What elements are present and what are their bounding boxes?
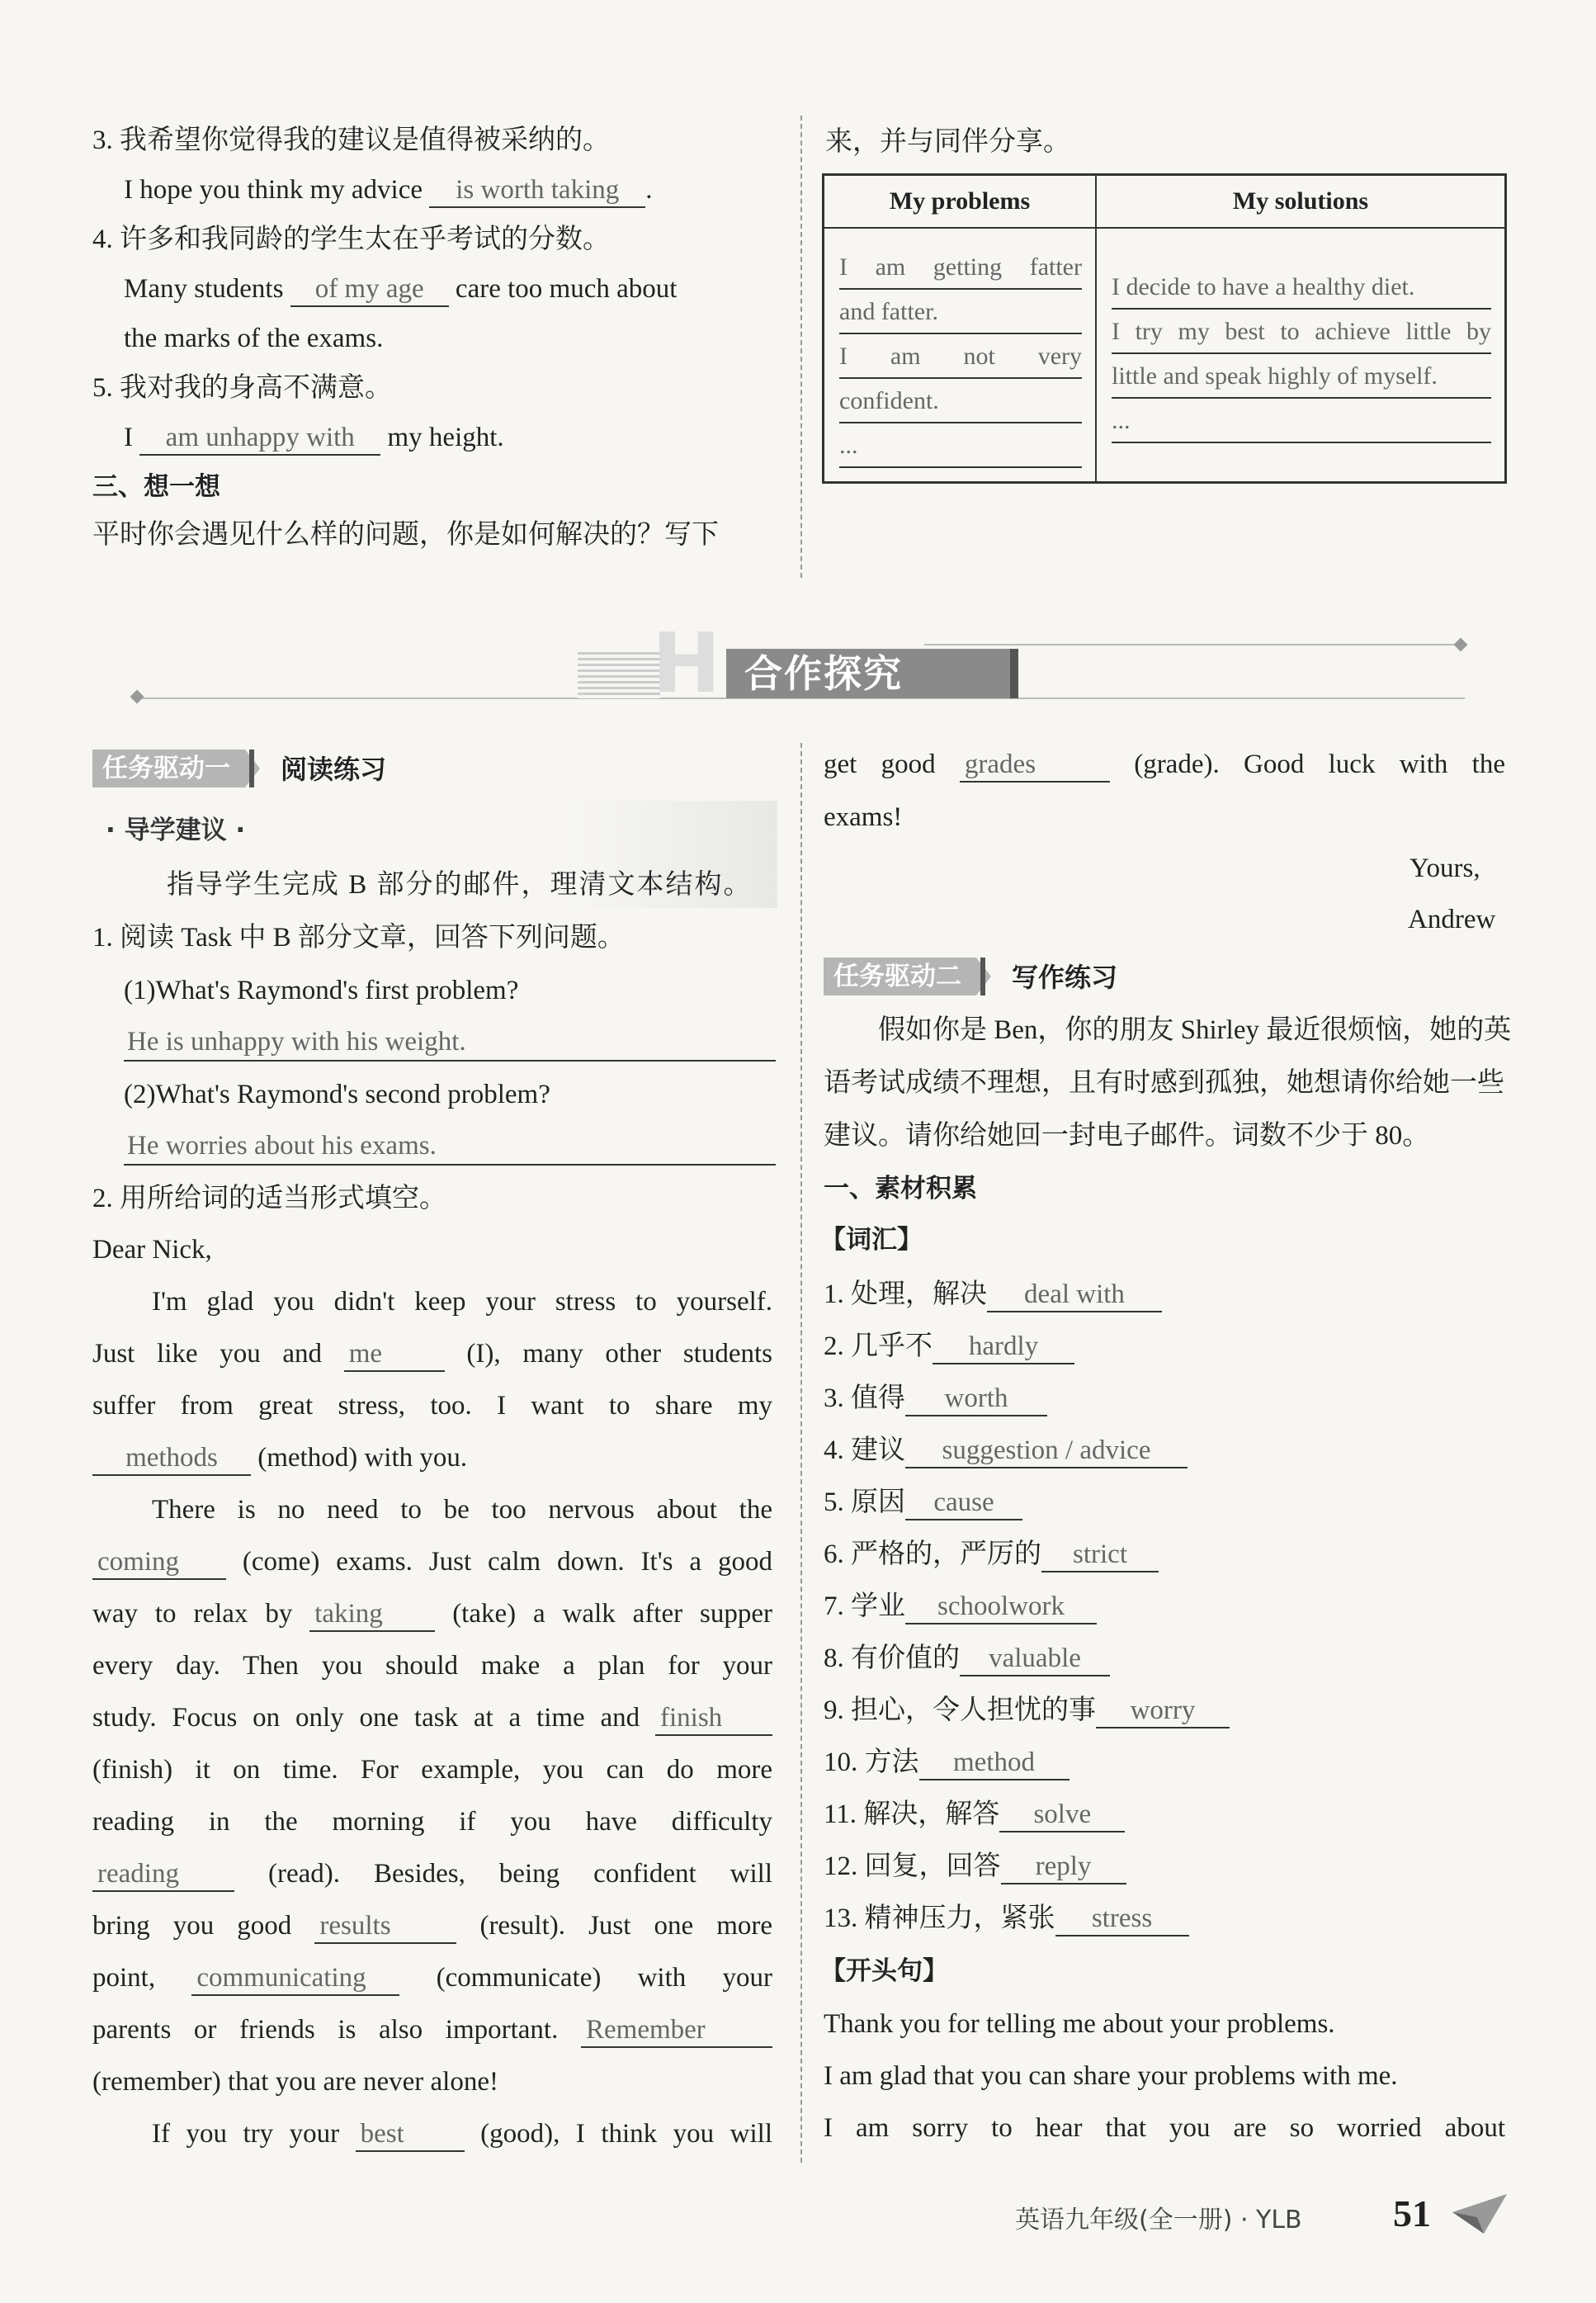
letter-line: study. Focus on only one task at a time and finish xyxy=(92,1700,772,1736)
vocab-answer[interactable]: solve xyxy=(999,1798,1125,1832)
letter-line: every day. Then you should make a plan for your xyxy=(92,1651,772,1681)
q5-chinese: 5. 我对我的身高不满意。 xyxy=(92,373,392,403)
blank-me[interactable]: me xyxy=(344,1337,445,1372)
vocab-answer[interactable]: hardly xyxy=(933,1330,1074,1364)
opening-sentence: Thank you for telling me about your problems. xyxy=(824,2009,1335,2039)
solution-line: I try my best to achieve little by xyxy=(1112,311,1491,354)
letter-line: reading (read). Besides, being confident will xyxy=(92,1856,772,1892)
task1-title: 阅读练习 xyxy=(281,754,387,785)
letter-line: reading in the morning if you have difficulty xyxy=(92,1807,772,1837)
problem-line: I am not very xyxy=(839,336,1082,379)
task2-prompt: 语考试成绩不理想，且有时感到孤独，她想请你给她一些 xyxy=(824,1068,1504,1098)
vocab-item: 10. 方法 method xyxy=(824,1744,1070,1780)
vocab-answer[interactable]: valuable xyxy=(960,1642,1110,1676)
blank-finish[interactable]: finish xyxy=(655,1701,772,1736)
problem-line: ... xyxy=(839,425,1082,468)
blank-remember[interactable]: Remember xyxy=(581,2013,772,2048)
letter-line: (finish) it on time. For example, you can do more xyxy=(92,1755,772,1785)
letter-closing: Yours, xyxy=(1409,854,1480,883)
letter-line: I'm glad you didn't keep your stress to yourself. xyxy=(152,1287,772,1317)
solution-line: I decide to have a healthy diet. xyxy=(1112,267,1491,310)
vocab-item: 5. 原因 cause xyxy=(824,1484,1022,1520)
vocab-item: 7. 学业 schoolwork xyxy=(824,1588,1097,1624)
problems-cell[interactable] xyxy=(824,228,1097,483)
column-divider-bottom xyxy=(800,743,802,2163)
opening-label: 【开头句】 xyxy=(820,1956,948,1986)
vocab-item: 9. 担心，令人担忧的事 worry xyxy=(824,1692,1230,1728)
problem-line: and fatter. xyxy=(839,291,1082,334)
banner-title: 合作探究 xyxy=(744,651,903,696)
section3-title: 三、想一想 xyxy=(92,472,220,502)
letter-line: get good grades (grade). Good luck with the xyxy=(824,746,1505,783)
task1-tag-divider xyxy=(249,750,254,787)
column-divider-top xyxy=(800,116,802,578)
task1-q1-2: (2)What's Raymond's second problem? xyxy=(124,1080,550,1109)
opening-sentence: I am sorry to hear that you are so worried about xyxy=(824,2113,1505,2143)
vocab-answer[interactable]: worth xyxy=(905,1382,1047,1416)
task2-title: 写作练习 xyxy=(1012,962,1118,993)
task2-tag-divider xyxy=(980,958,985,995)
blank-taking[interactable]: taking xyxy=(309,1597,435,1632)
vocab-label: 【词汇】 xyxy=(820,1225,923,1255)
vocab-item: 12. 回复，回答 reply xyxy=(824,1848,1126,1884)
problems-table xyxy=(822,173,1507,484)
section3-text: 平时你会遇见什么样的问题，你是如何解决的？写下 xyxy=(92,520,719,550)
letter-line: bring you good results (result). Just one more xyxy=(92,1908,772,1944)
letter-line: parents or friends is also important. Remember xyxy=(92,2012,772,2048)
q5-english: I am unhappy with my height. xyxy=(124,419,504,456)
solution-line: ... xyxy=(1112,400,1491,443)
vocab-answer[interactable]: reply xyxy=(1001,1850,1126,1884)
letter-line: methods (method) with you. xyxy=(92,1440,467,1476)
opening-sentence: I am glad that you can share your problems with me. xyxy=(824,2061,1398,2091)
blank-best[interactable]: best xyxy=(356,2117,465,2152)
q3-chinese: 3. 我希望你觉得我的建议是值得被采纳的。 xyxy=(92,125,610,155)
vocab-item: 6. 严格的，严厉的 strict xyxy=(824,1536,1159,1572)
task1-q1-1-answer[interactable]: He is unhappy with his weight. xyxy=(124,1024,776,1062)
vocab-answer[interactable]: cause xyxy=(905,1486,1022,1520)
vocab-item: 13. 精神压力，紧张 stress xyxy=(824,1900,1189,1937)
task1-q1: 1. 阅读 Task 中 B 部分文章，回答下列问题。 xyxy=(92,923,625,953)
letter-line: suffer from great stress, too. I want to share my xyxy=(92,1391,772,1421)
guide-label: · 导学建议 · xyxy=(106,816,246,845)
task2-tag: 任务驱动二 xyxy=(824,958,976,995)
banner-letter: H xyxy=(652,615,721,712)
header-problems: My problems xyxy=(824,175,1097,229)
letter-line: point, communicating (communicate) with your xyxy=(92,1960,772,1996)
q3-english: I hope you think my advice is worth taking . xyxy=(124,172,653,208)
letter-line: If you try your best (good), I think you will xyxy=(152,2116,772,2152)
blank-coming[interactable]: coming xyxy=(92,1545,226,1580)
letter-line: exams! xyxy=(824,802,903,832)
footer-book-title: 英语九年级(全一册) · YLB xyxy=(1015,2206,1302,2234)
task2-prompt: 建议。请你给她回一封电子邮件。词数不少于 80。 xyxy=(824,1121,1430,1151)
blank-grades[interactable]: grades xyxy=(960,748,1110,783)
letter-line: There is no need to be too nervous about the xyxy=(152,1495,772,1525)
section1-title: 一、素材积累 xyxy=(824,1174,977,1204)
header-solutions: My solutions xyxy=(1096,175,1506,229)
vocab-answer[interactable]: stress xyxy=(1055,1902,1189,1937)
vocab-item: 3. 值得 worth xyxy=(824,1380,1047,1416)
solution-line: little and speak highly of myself. xyxy=(1112,356,1491,399)
task1-tag: 任务驱动一 xyxy=(92,750,245,787)
task1-q2: 2. 用所给词的适当形式填空。 xyxy=(92,1184,446,1213)
letter-signature: Andrew xyxy=(1408,905,1496,934)
vocab-answer[interactable]: strict xyxy=(1041,1538,1159,1572)
task1-q1-1: (1)What's Raymond's first problem? xyxy=(124,976,519,1005)
guide-text: 指导学生完成 B 部分的邮件，理清文本结构。 xyxy=(167,870,753,900)
q4-chinese: 4. 许多和我同龄的学生太在乎考试的分数。 xyxy=(92,225,610,254)
q3-answer[interactable]: is worth taking xyxy=(429,173,645,208)
task2-prompt: 假如你是 Ben，你的朋友 Shirley 最近很烦恼，她的英 xyxy=(878,1015,1512,1045)
vocab-item: 11. 解决，解答 solve xyxy=(824,1796,1125,1832)
vocab-answer[interactable]: deal with xyxy=(987,1278,1162,1312)
vocab-item: 1. 处理，解决 deal with xyxy=(824,1276,1162,1312)
q5-answer[interactable]: am unhappy with xyxy=(139,421,380,456)
vocab-item: 2. 几乎不 hardly xyxy=(824,1328,1074,1364)
letter-salutation: Dear Nick, xyxy=(92,1235,212,1265)
letter-line: Just like you and me (I), many other students xyxy=(92,1336,772,1372)
task1-q1-2-answer[interactable]: He worries about his exams. xyxy=(124,1128,776,1166)
paper-plane-icon xyxy=(1451,2187,1509,2237)
vocab-answer[interactable]: suggestion / advice xyxy=(905,1434,1188,1468)
blank-communicating[interactable]: communicating xyxy=(191,1961,399,1996)
q4-answer[interactable]: of my age xyxy=(290,272,449,307)
blank-reading[interactable]: reading xyxy=(92,1857,234,1892)
q4-english-line2: the marks of the exams. xyxy=(124,324,384,353)
vocab-answer[interactable]: method xyxy=(919,1746,1070,1780)
vocab-answer[interactable]: schoolwork xyxy=(905,1590,1097,1624)
vocab-item: 4. 建议 suggestion / advice xyxy=(824,1432,1188,1468)
solutions-cell[interactable] xyxy=(1096,228,1506,483)
blank-methods[interactable]: methods xyxy=(92,1441,251,1476)
blank-results[interactable]: results xyxy=(314,1909,456,1944)
letter-line: coming (come) exams. Just calm down. It's a good xyxy=(92,1544,772,1580)
page-number: 51 xyxy=(1393,2192,1431,2234)
problem-line: confident. xyxy=(839,381,1082,423)
letter-line: way to relax by taking (take) a walk after supper xyxy=(92,1596,772,1632)
vocab-item: 8. 有价值的 valuable xyxy=(824,1640,1110,1676)
letter-line: (remember) that you are never alone! xyxy=(92,2067,498,2097)
q4-english: Many students of my age care too much about xyxy=(124,271,677,307)
section3-text-cont: 来，并与同伴分享。 xyxy=(825,127,1070,157)
vocab-answer[interactable]: worry xyxy=(1096,1694,1230,1728)
problem-line: I am getting fatter xyxy=(839,247,1082,290)
